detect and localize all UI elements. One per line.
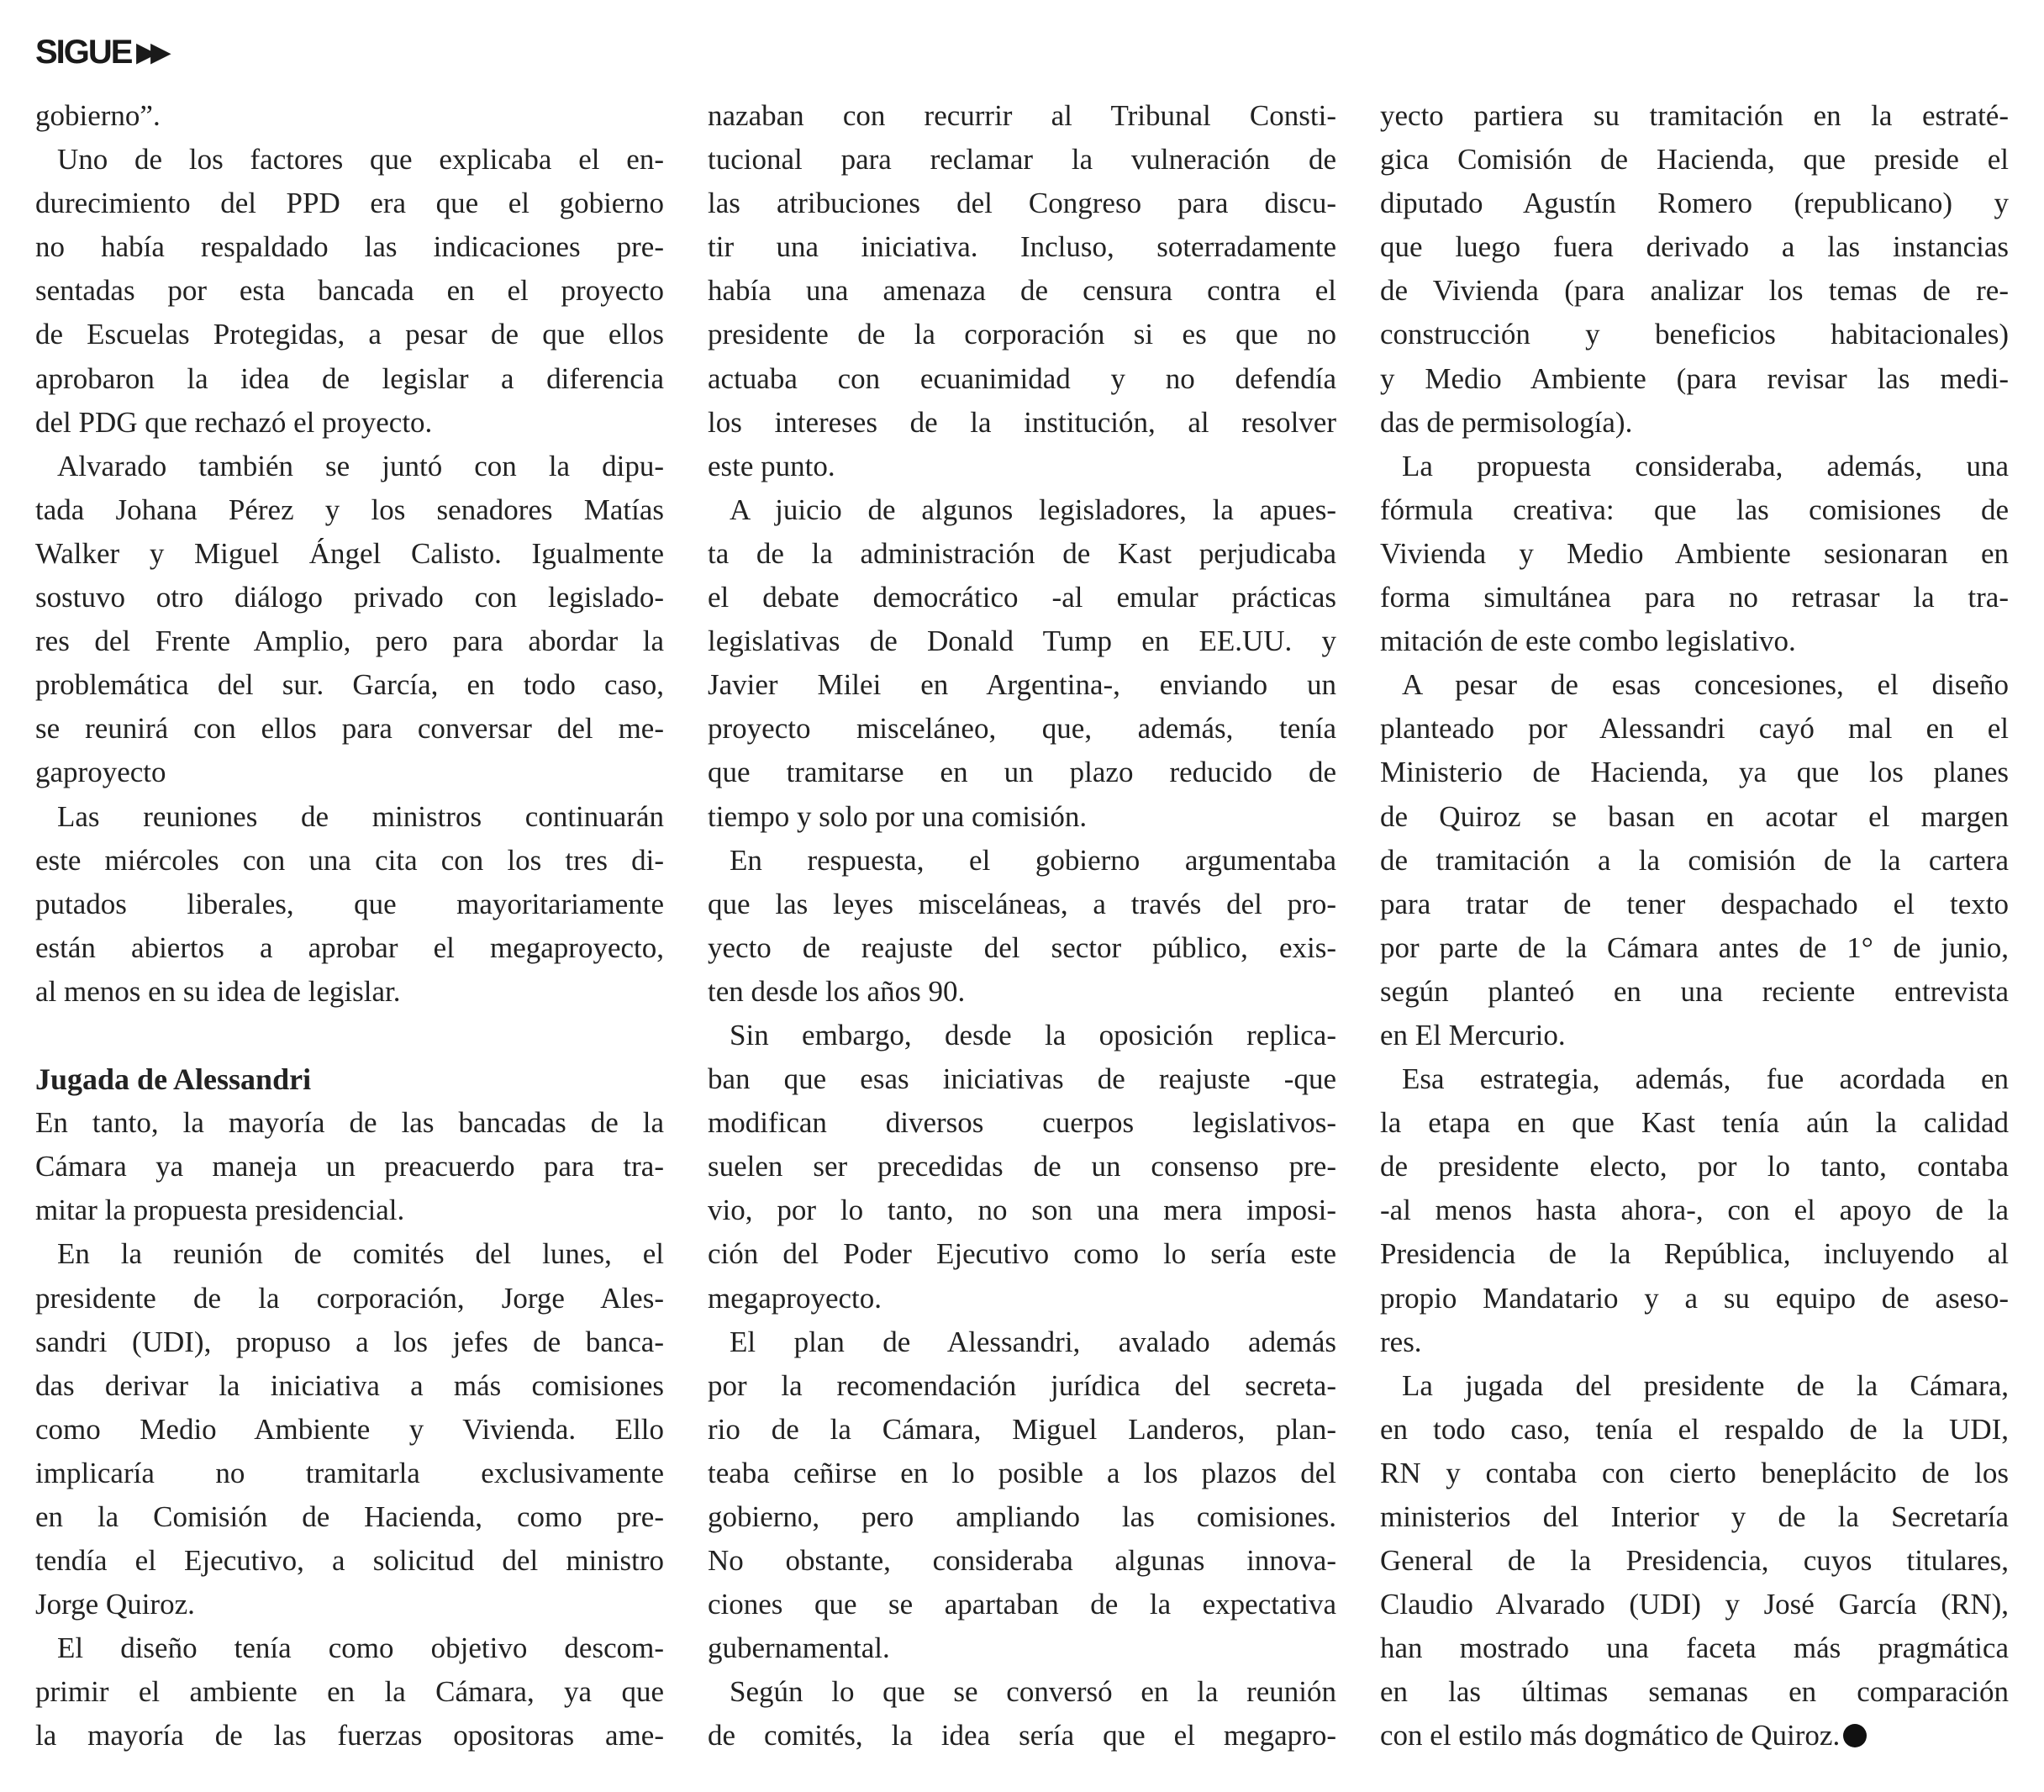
line-text: Presidencia de la República, incluyendo al — [1380, 1237, 2009, 1271]
text-line — [1380, 970, 2009, 1014]
line-text: res del Frente Amplio, pero para abordar la — [35, 625, 664, 658]
text-line — [35, 225, 664, 269]
article-column-3 — [1380, 94, 2009, 1758]
line-text: das derivar la iniciativa a más comisiones — [35, 1368, 664, 1402]
line-text: con el estilo más dogmático de Quiroz. — [1380, 1719, 1841, 1752]
text-line — [1380, 883, 2009, 926]
paragraph — [708, 94, 1336, 488]
paragraph — [1380, 94, 2009, 445]
line-text: Jugada de Alessandri — [35, 1062, 312, 1097]
text-line — [35, 751, 664, 794]
line-text: en El Mercurio. — [1380, 1018, 1566, 1051]
text-line — [1380, 1189, 2009, 1232]
text-line — [1380, 532, 2009, 576]
text-line — [35, 1277, 664, 1320]
text-line — [35, 1364, 664, 1408]
line-text: la mayoría de las fuerzas opositoras ame- — [35, 1719, 664, 1752]
text-line — [35, 619, 664, 663]
text-line — [708, 751, 1336, 794]
text-line — [35, 94, 664, 138]
line-text: como Medio Ambiente y Vivienda. Ello — [35, 1412, 664, 1446]
line-text: res. — [1380, 1325, 1422, 1358]
line-text: mitación de este combo legislativo. — [1380, 625, 1796, 658]
line-text: construcción y beneficios habitacionales) — [1380, 318, 2009, 351]
line-text: ción del Poder Ejecutivo como lo sería este — [708, 1237, 1336, 1271]
paragraph — [708, 1320, 1336, 1671]
line-text: Javier Milei en Argentina-, enviando un — [708, 668, 1336, 702]
line-text: En la reunión de comités del lunes, el — [57, 1237, 664, 1271]
line-text: para tratar de tener despachado el texto — [1380, 887, 2009, 920]
text-line — [35, 1714, 664, 1758]
text-line — [1380, 1539, 2009, 1583]
paragraph-spacer — [35, 1014, 664, 1057]
text-line — [1380, 1626, 2009, 1670]
line-text: el debate democrático -al emular prácticas — [708, 581, 1336, 614]
text-line — [708, 1539, 1336, 1583]
text-line — [1380, 225, 2009, 269]
text-line — [1380, 313, 2009, 356]
text-line — [35, 926, 664, 970]
text-line — [1380, 576, 2009, 619]
line-text: sentadas por esta bancada en el proyecto — [35, 274, 664, 308]
text-line — [35, 1408, 664, 1452]
line-text: gica Comisión de Hacienda, que preside el — [1380, 143, 2009, 177]
line-text: las atribuciones del Congreso para discu- — [708, 187, 1336, 220]
text-line — [708, 1232, 1336, 1276]
text-line — [708, 182, 1336, 225]
text-line — [35, 532, 664, 576]
paragraph — [1380, 445, 2009, 663]
text-line — [708, 1408, 1336, 1452]
text-line — [1380, 269, 2009, 313]
text-line — [708, 94, 1336, 138]
line-text: suelen ser precedidas de un consenso pre- — [708, 1150, 1336, 1183]
text-line — [35, 795, 664, 839]
text-line — [708, 970, 1336, 1014]
line-text: al menos en su idea de legislar. — [35, 974, 401, 1008]
text-line — [1380, 401, 2009, 445]
text-line — [708, 1014, 1336, 1057]
text-line — [708, 839, 1336, 883]
line-text: La propuesta consideraba, además, una — [1402, 449, 2009, 482]
line-text: Cámara ya maneja un preacuerdo para tra- — [35, 1150, 664, 1183]
line-text: presidente de la corporación, Jorge Ales- — [35, 1281, 664, 1315]
paragraph — [35, 94, 664, 138]
text-line — [35, 1320, 664, 1364]
paragraph — [708, 1014, 1336, 1320]
paragraph — [35, 1101, 664, 1232]
line-text: ciones que se apartaban de la expectativa — [708, 1588, 1336, 1621]
text-line — [708, 707, 1336, 751]
text-line — [35, 839, 664, 883]
text-line — [708, 619, 1336, 663]
text-line — [708, 225, 1336, 269]
line-text: de Vivienda (para analizar los temas de re- — [1380, 274, 2009, 308]
text-line — [35, 1189, 664, 1232]
text-line — [708, 1626, 1336, 1670]
text-line — [708, 313, 1336, 356]
line-text: Jorge Quiroz. — [35, 1588, 195, 1621]
section-heading — [35, 1057, 664, 1101]
line-text: por la recomendación jurídica del secreta- — [708, 1368, 1336, 1402]
text-line — [35, 1452, 664, 1495]
line-text: tucional para reclamar la vulneración de — [708, 143, 1336, 177]
line-text: de Escuelas Protegidas, a pesar de que ellos — [35, 318, 664, 351]
text-line — [35, 1232, 664, 1276]
text-line — [1380, 94, 2009, 138]
text-line — [708, 1495, 1336, 1539]
line-text: primir el ambiente en la Cámara, ya que — [35, 1675, 664, 1709]
line-text: Alvarado también se juntó con la dipu- — [57, 449, 664, 482]
text-line — [1380, 926, 2009, 970]
line-text: y Medio Ambiente (para revisar las medi- — [1380, 361, 2009, 395]
text-line — [1380, 357, 2009, 401]
paragraph — [708, 488, 1336, 839]
line-text: A juicio de algunos legisladores, la apues- — [730, 493, 1336, 526]
text-line — [35, 138, 664, 182]
text-line — [35, 576, 664, 619]
text-line — [708, 138, 1336, 182]
text-line — [1380, 1145, 2009, 1189]
line-text: proyecto misceláneo, que, además, tenía — [708, 712, 1336, 746]
text-line — [708, 1364, 1336, 1408]
text-line — [708, 883, 1336, 926]
line-text: problemática del sur. García, en todo caso, — [35, 668, 664, 702]
line-text: Según lo que se conversó en la reunión — [730, 1675, 1336, 1709]
line-text: implicaría no tramitarla exclusivamente — [35, 1456, 664, 1489]
paragraph — [35, 445, 664, 795]
text-line — [1380, 1495, 2009, 1539]
text-line — [708, 795, 1336, 839]
line-text: tiempo y solo por una comisión. — [708, 799, 1088, 833]
line-text: Sin embargo, desde la oposición replica- — [730, 1018, 1336, 1051]
line-text: este miércoles con una cita con los tres di- — [35, 843, 664, 877]
text-line — [708, 1057, 1336, 1101]
line-text: los intereses de la institución, al resolver — [708, 405, 1336, 439]
line-text: la etapa en que Kast tenía aún la calidad — [1380, 1106, 2009, 1140]
line-text: modifican diversos cuerpos legislativos- — [708, 1106, 1336, 1140]
text-line — [1380, 1277, 2009, 1320]
line-text: vio, por lo tanto, no son una mera imposi- — [708, 1194, 1336, 1227]
text-line — [708, 1145, 1336, 1189]
text-line — [1380, 795, 2009, 839]
line-text: de tramitación a la comisión de la cartera — [1380, 843, 2009, 877]
text-line — [1380, 1714, 2009, 1758]
line-text: megaproyecto. — [708, 1281, 882, 1315]
line-text: gobierno, pero ampliando las comisiones. — [708, 1500, 1336, 1533]
line-text: sandri (UDI), propuso a los jefes de banca- — [35, 1325, 664, 1358]
line-text: Las reuniones de ministros continuarán — [57, 799, 664, 833]
text-line — [708, 445, 1336, 488]
text-line — [1380, 182, 2009, 225]
paragraph — [35, 795, 664, 1014]
text-line — [35, 883, 664, 926]
text-line — [1380, 839, 2009, 883]
text-line — [1380, 1583, 2009, 1626]
paragraph — [1380, 1364, 2009, 1758]
line-text: gubernamental. — [708, 1631, 890, 1665]
text-line — [35, 1670, 664, 1714]
line-text: que tramitarse en un plazo reducido de — [708, 756, 1336, 789]
line-text: se reunirá con ellos para conversar del me- — [35, 712, 664, 746]
line-text: de Quiroz se basan en acotar el margen — [1380, 799, 2009, 833]
text-line — [35, 1583, 664, 1626]
text-line — [1380, 1057, 2009, 1101]
line-text: yecto partiera su tramitación en la estraté- — [1380, 99, 2009, 132]
line-text: ministerios del Interior y de la Secretaría — [1380, 1500, 2009, 1533]
text-line — [35, 313, 664, 356]
text-line — [708, 1101, 1336, 1145]
text-line — [1380, 1101, 2009, 1145]
double-play-arrow-icon: ▶▶ — [136, 39, 166, 66]
line-text: Uno de los factores que explicaba el en- — [57, 143, 664, 177]
line-text: este punto. — [708, 449, 835, 482]
line-text: sostuvo otro diálogo privado con legislado- — [35, 581, 664, 614]
line-text: diputado Agustín Romero (republicano) y — [1380, 187, 2009, 220]
line-text: forma simultánea para no retrasar la tra- — [1380, 581, 2009, 614]
line-text: de presidente electo, por lo tanto, contaba — [1380, 1150, 2009, 1183]
line-text: ten desde los años 90. — [708, 974, 966, 1008]
text-line — [1380, 1014, 2009, 1057]
text-line — [35, 269, 664, 313]
text-line — [708, 532, 1336, 576]
continue-text: SIGUE — [35, 34, 132, 71]
text-line — [708, 576, 1336, 619]
line-text: están abiertos a aprobar el megaproyecto, — [35, 930, 664, 964]
article-column-1 — [35, 94, 664, 1758]
text-line — [35, 182, 664, 225]
line-text: Vivienda y Medio Ambiente sesionaran en — [1380, 536, 2009, 570]
text-line — [708, 1320, 1336, 1364]
line-text: La jugada del presidente de la Cámara, — [1402, 1368, 2009, 1402]
line-text: por parte de la Cámara antes de 1° de junio, — [1380, 930, 2009, 964]
text-line — [1380, 1670, 2009, 1714]
line-text: según planteó en una reciente entrevista — [1380, 974, 2009, 1008]
line-text: en la Comisión de Hacienda, como pre- — [35, 1500, 664, 1533]
text-line — [708, 269, 1336, 313]
line-text: tada Johana Pérez y los senadores Matías — [35, 493, 664, 526]
line-text: no había respaldado las indicaciones pre- — [35, 230, 664, 264]
line-text: propio Mandatario y a su equipo de aseso- — [1380, 1281, 2009, 1315]
line-text: El plan de Alessandri, avalado además — [730, 1325, 1336, 1358]
text-line — [35, 488, 664, 532]
line-text: tir una iniciativa. Incluso, soterradamente — [708, 230, 1336, 264]
line-text: fórmula creativa: que las comisiones de — [1380, 493, 2009, 526]
paragraph — [708, 839, 1336, 1014]
line-text: RN y contaba con cierto beneplácito de los — [1380, 1456, 2009, 1489]
text-line — [35, 1626, 664, 1670]
article-column-2 — [708, 94, 1336, 1758]
line-text: En tanto, la mayoría de las bancadas de la — [35, 1106, 664, 1140]
text-line — [35, 1145, 664, 1189]
text-line — [708, 1670, 1336, 1714]
line-text: del PDG que rechazó el proyecto. — [35, 405, 433, 439]
line-text: das de permisología). — [1380, 405, 1633, 439]
text-line — [708, 926, 1336, 970]
line-text: planteado por Alessandri cayó mal en el — [1380, 712, 2009, 746]
text-line — [708, 1452, 1336, 1495]
text-line — [1380, 707, 2009, 751]
text-line — [1380, 445, 2009, 488]
line-text: en todo caso, tenía el respaldo de la UDI, — [1380, 1412, 2009, 1446]
text-line — [708, 1189, 1336, 1232]
paragraph — [35, 1232, 664, 1626]
text-line — [708, 357, 1336, 401]
line-text: legislativas de Donald Tump en EE.UU. y — [708, 625, 1336, 658]
line-text: rio de la Cámara, Miguel Landeros, plan- — [708, 1412, 1336, 1446]
line-text: nazaban con recurrir al Tribunal Consti- — [708, 99, 1336, 132]
text-line — [35, 1539, 664, 1583]
end-of-article-bullet-icon — [1843, 1724, 1867, 1747]
line-text: A pesar de esas concesiones, el diseño — [1402, 668, 2009, 702]
line-text: presidente de la corporación si es que no — [708, 318, 1336, 351]
paragraph — [1380, 663, 2009, 1057]
text-line — [708, 401, 1336, 445]
text-line — [708, 488, 1336, 532]
text-line — [1380, 1364, 2009, 1408]
line-text: putados liberales, que mayoritariamente — [35, 887, 664, 920]
text-line — [708, 1714, 1336, 1758]
text-line — [1380, 488, 2009, 532]
line-text: yecto de reajuste del sector público, exis- — [708, 930, 1336, 964]
paragraph — [35, 1626, 664, 1758]
line-text: que luego fuera derivado a las instancias — [1380, 230, 2009, 264]
line-text: aprobaron la idea de legislar a diferencia — [35, 361, 664, 395]
text-line — [1380, 663, 2009, 707]
text-line — [35, 401, 664, 445]
line-text: mitar la propuesta presidencial. — [35, 1194, 405, 1227]
text-line — [1380, 1320, 2009, 1364]
text-line — [1380, 1452, 2009, 1495]
line-text: gobierno”. — [35, 99, 161, 132]
text-line — [1380, 751, 2009, 794]
line-text: actuaba con ecuanimidad y no defendía — [708, 361, 1336, 395]
text-line — [35, 707, 664, 751]
text-line — [35, 357, 664, 401]
text-line — [708, 1277, 1336, 1320]
line-text: ta de la administración de Kast perjudicaba — [708, 536, 1336, 570]
line-text: No obstante, consideraba algunas innova- — [708, 1544, 1336, 1578]
text-line — [708, 1583, 1336, 1626]
line-text: gaproyecto — [35, 756, 166, 789]
line-text: han mostrado una faceta más pragmática — [1380, 1631, 2009, 1665]
line-text: Esa estrategia, además, fue acordada en — [1402, 1062, 2009, 1096]
line-text: El diseño tenía como objetivo descom- — [57, 1631, 664, 1665]
line-text: Claudio Alvarado (UDI) y José García (RN), — [1380, 1588, 2009, 1621]
text-line — [35, 970, 664, 1014]
text-line — [35, 1495, 664, 1539]
text-line — [708, 663, 1336, 707]
text-line — [1380, 619, 2009, 663]
line-text: de comités, la idea sería que el megapro- — [708, 1719, 1336, 1752]
heading-text — [35, 1057, 664, 1101]
line-text: en las últimas semanas en comparación — [1380, 1675, 2009, 1709]
line-text: Walker y Miguel Ángel Calisto. Igualmente — [35, 536, 664, 570]
line-text: tendía el Ejecutivo, a solicitud del ministro — [35, 1544, 664, 1578]
line-text: teaba ceñirse en lo posible a los plazos del — [708, 1456, 1336, 1489]
text-line — [35, 445, 664, 488]
paragraph — [35, 138, 664, 445]
line-text: -al menos hasta ahora-, con el apoyo de la — [1380, 1194, 2009, 1227]
text-line — [35, 663, 664, 707]
line-text: durecimiento del PPD era que el gobierno — [35, 187, 664, 220]
line-text: Ministerio de Hacienda, ya que los planes — [1380, 756, 2009, 789]
text-line — [1380, 138, 2009, 182]
line-text: General de la Presidencia, cuyos titulares, — [1380, 1544, 2009, 1578]
paragraph — [708, 1670, 1336, 1758]
line-text: ban que esas iniciativas de reajuste -que — [708, 1062, 1336, 1096]
line-text: En respuesta, el gobierno argumentaba — [730, 843, 1336, 877]
continue-label — [35, 34, 166, 71]
line-text: había una amenaza de censura contra el — [708, 274, 1336, 308]
paragraph — [1380, 1057, 2009, 1364]
text-line — [35, 1101, 664, 1145]
text-line — [1380, 1408, 2009, 1452]
line-text: que las leyes misceláneas, a través del pro- — [708, 887, 1336, 920]
text-line — [1380, 1232, 2009, 1276]
